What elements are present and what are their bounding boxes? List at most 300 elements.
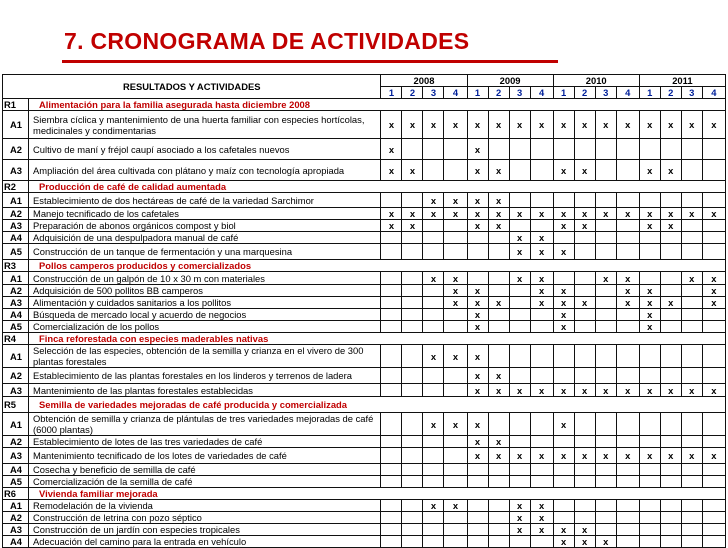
schedule-cell xyxy=(553,436,574,448)
activity-description: Preparación de abonos orgánicos compost y biol xyxy=(29,220,381,232)
schedule-cell xyxy=(381,193,402,208)
schedule-cell xyxy=(467,464,488,476)
schedule-mark: x xyxy=(467,448,488,464)
activity-row xyxy=(3,272,726,285)
schedule-cell xyxy=(509,160,530,181)
result-row xyxy=(3,333,726,345)
schedule-cell xyxy=(616,232,639,244)
schedule-mark: x xyxy=(530,111,553,139)
schedule-mark: x xyxy=(681,384,702,397)
schedule-mark: x xyxy=(530,272,553,285)
schedule-cell xyxy=(488,500,509,512)
schedule-cell xyxy=(402,384,423,397)
activity-description: Construcción de un tanque de fermentación y una marquesina xyxy=(29,244,381,260)
schedule-cell xyxy=(402,448,423,464)
schedule-cell xyxy=(381,285,402,297)
result-row xyxy=(3,397,726,413)
schedule-cell xyxy=(702,500,725,512)
schedule-cell xyxy=(595,297,616,309)
activity-row xyxy=(3,139,726,160)
schedule-mark: x xyxy=(467,285,488,297)
schedule-mark: x xyxy=(530,232,553,244)
schedule-cell xyxy=(702,232,725,244)
activity-row xyxy=(3,524,726,536)
schedule-cell xyxy=(639,193,660,208)
schedule-cell xyxy=(402,524,423,536)
schedule-mark: x xyxy=(381,160,402,181)
result-code: R3 xyxy=(3,260,29,272)
schedule-cell xyxy=(488,139,509,160)
quarter-header: 1 xyxy=(381,87,402,99)
schedule-cell xyxy=(444,464,467,476)
schedule-mark: x xyxy=(402,160,423,181)
schedule-mark: x xyxy=(595,536,616,548)
activity-code: A3 xyxy=(3,220,29,232)
quarter-header: 2 xyxy=(574,87,595,99)
schedule-body xyxy=(3,75,726,548)
schedule-cell xyxy=(616,413,639,436)
activity-code: A3 xyxy=(3,160,29,181)
schedule-mark: x xyxy=(509,208,530,220)
schedule-cell xyxy=(530,193,553,208)
schedule-cell xyxy=(702,464,725,476)
schedule-cell xyxy=(381,232,402,244)
schedule-mark: x xyxy=(639,384,660,397)
schedule-mark: x xyxy=(595,448,616,464)
schedule-mark: x xyxy=(488,220,509,232)
activity-description: Manejo tecnificado de los cafetales xyxy=(29,208,381,220)
schedule-cell xyxy=(381,368,402,384)
schedule-cell xyxy=(444,309,467,321)
schedule-mark: x xyxy=(467,384,488,397)
schedule-cell xyxy=(574,232,595,244)
activity-code: A2 xyxy=(3,208,29,220)
schedule-cell xyxy=(402,436,423,448)
schedule-cell xyxy=(444,244,467,260)
schedule-mark: x xyxy=(530,500,553,512)
activity-code: A4 xyxy=(3,536,29,548)
schedule-mark: x xyxy=(444,111,467,139)
schedule-mark: x xyxy=(530,512,553,524)
schedule-mark: x xyxy=(639,208,660,220)
schedule-cell xyxy=(553,272,574,285)
activity-row xyxy=(3,413,726,436)
schedule-mark: x xyxy=(616,297,639,309)
schedule-cell xyxy=(660,524,681,536)
activity-description: Construcción de un jardín con especies tropicales xyxy=(29,524,381,536)
schedule-cell xyxy=(595,500,616,512)
schedule-cell xyxy=(553,193,574,208)
schedule-cell xyxy=(530,321,553,333)
schedule-cell xyxy=(639,345,660,368)
schedule-cell xyxy=(574,272,595,285)
schedule-cell xyxy=(530,160,553,181)
schedule-mark: x xyxy=(553,285,574,297)
activity-code: A3 xyxy=(3,384,29,397)
schedule-cell xyxy=(530,345,553,368)
schedule-mark: x xyxy=(488,436,509,448)
schedule-cell xyxy=(402,321,423,333)
schedule-mark: x xyxy=(423,345,444,368)
activity-code: A1 xyxy=(3,345,29,368)
schedule-cell xyxy=(660,285,681,297)
schedule-mark: x xyxy=(595,384,616,397)
schedule-mark: x xyxy=(467,220,488,232)
schedule-cell xyxy=(467,476,488,488)
schedule-mark: x xyxy=(681,448,702,464)
activity-description: Obtención de semilla y crianza de plántulas de tres variedades mejoradas de café (6000 plantas) xyxy=(29,413,381,436)
schedule-cell xyxy=(444,139,467,160)
schedule-mark: x xyxy=(660,448,681,464)
schedule-mark: x xyxy=(509,384,530,397)
quarter-header: 3 xyxy=(595,87,616,99)
schedule-cell xyxy=(595,193,616,208)
schedule-cell xyxy=(402,345,423,368)
schedule-cell xyxy=(616,500,639,512)
schedule-cell xyxy=(402,413,423,436)
quarter-header: 1 xyxy=(639,87,660,99)
schedule-cell xyxy=(402,464,423,476)
schedule-cell xyxy=(402,244,423,260)
schedule-cell xyxy=(660,368,681,384)
schedule-cell xyxy=(467,512,488,524)
activity-code: A1 xyxy=(3,193,29,208)
schedule-mark: x xyxy=(444,297,467,309)
schedule-mark: x xyxy=(444,500,467,512)
schedule-cell xyxy=(681,345,702,368)
schedule-mark: x xyxy=(530,297,553,309)
schedule-cell xyxy=(681,476,702,488)
schedule-mark: x xyxy=(530,524,553,536)
schedule-mark: x xyxy=(509,111,530,139)
schedule-cell xyxy=(530,436,553,448)
result-code: R6 xyxy=(3,488,29,500)
schedule-mark: x xyxy=(509,232,530,244)
schedule-mark: x xyxy=(467,368,488,384)
schedule-mark: x xyxy=(639,111,660,139)
schedule-cell xyxy=(402,285,423,297)
quarter-header: 2 xyxy=(660,87,681,99)
schedule-mark: x xyxy=(444,272,467,285)
schedule-cell xyxy=(595,321,616,333)
schedule-cell xyxy=(530,476,553,488)
schedule-cell xyxy=(639,232,660,244)
schedule-cell xyxy=(530,309,553,321)
activity-code: A2 xyxy=(3,139,29,160)
schedule-cell xyxy=(402,232,423,244)
schedule-cell xyxy=(702,368,725,384)
schedule-mark: x xyxy=(553,448,574,464)
schedule-cell xyxy=(467,232,488,244)
quarter-header: 4 xyxy=(702,87,725,99)
schedule-mark: x xyxy=(488,384,509,397)
activity-description: Selección de las especies, obtención de la semilla y crianza en el vivero de 300 plantas forestales xyxy=(29,345,381,368)
quarter-header: 4 xyxy=(444,87,467,99)
result-row xyxy=(3,488,726,500)
schedule-cell xyxy=(488,413,509,436)
schedule-cell xyxy=(595,476,616,488)
schedule-mark: x xyxy=(553,220,574,232)
schedule-mark: x xyxy=(574,208,595,220)
schedule-cell xyxy=(639,524,660,536)
schedule-cell xyxy=(509,345,530,368)
quarter-header: 3 xyxy=(509,87,530,99)
schedule-mark: x xyxy=(444,413,467,436)
activity-description: Adquisición de una despulpadora manual de café xyxy=(29,232,381,244)
schedule-cell xyxy=(553,464,574,476)
schedule-cell xyxy=(553,512,574,524)
result-code: R4 xyxy=(3,333,29,345)
result-code: R5 xyxy=(3,397,29,413)
schedule-mark: x xyxy=(509,272,530,285)
schedule-cell xyxy=(639,464,660,476)
schedule-cell xyxy=(444,384,467,397)
schedule-cell xyxy=(467,500,488,512)
schedule-cell xyxy=(595,368,616,384)
schedule-mark: x xyxy=(553,160,574,181)
schedule-cell xyxy=(488,309,509,321)
schedule-cell xyxy=(444,368,467,384)
schedule-cell xyxy=(660,413,681,436)
schedule-cell xyxy=(402,272,423,285)
schedule-cell xyxy=(402,309,423,321)
result-title: Semilla de variedades mejoradas de café producida y comercializada xyxy=(29,397,726,413)
schedule-mark: x xyxy=(509,448,530,464)
schedule-mark: x xyxy=(660,111,681,139)
schedule-cell xyxy=(423,321,444,333)
activity-description: Adecuación del camino para la entrada en vehículo xyxy=(29,536,381,548)
schedule-mark: x xyxy=(616,272,639,285)
schedule-cell xyxy=(381,512,402,524)
schedule-cell xyxy=(702,309,725,321)
schedule-cell xyxy=(660,193,681,208)
schedule-cell xyxy=(702,524,725,536)
schedule-mark: x xyxy=(423,272,444,285)
activity-code: A5 xyxy=(3,476,29,488)
schedule-cell xyxy=(423,232,444,244)
activity-description: Ampliación del área cultivada con plátano y maíz con tecnología apropiada xyxy=(29,160,381,181)
schedule-cell xyxy=(639,512,660,524)
schedule-cell xyxy=(660,272,681,285)
schedule-cell xyxy=(681,244,702,260)
quarter-header: 4 xyxy=(530,87,553,99)
activity-row xyxy=(3,309,726,321)
schedule-cell xyxy=(616,160,639,181)
schedule-cell xyxy=(660,476,681,488)
schedule-cell xyxy=(381,345,402,368)
schedule-mark: x xyxy=(402,220,423,232)
schedule-cell xyxy=(639,436,660,448)
schedule-cell xyxy=(595,232,616,244)
activity-code: A4 xyxy=(3,464,29,476)
schedule-cell xyxy=(381,272,402,285)
schedule-cell xyxy=(444,160,467,181)
schedule-mark: x xyxy=(467,309,488,321)
schedule-cell xyxy=(381,436,402,448)
schedule-cell xyxy=(574,413,595,436)
schedule-cell xyxy=(595,464,616,476)
schedule-mark: x xyxy=(381,139,402,160)
schedule-mark: x xyxy=(702,285,725,297)
schedule-mark: x xyxy=(595,272,616,285)
schedule-cell xyxy=(660,244,681,260)
schedule-cell xyxy=(444,436,467,448)
schedule-cell xyxy=(681,309,702,321)
activity-schedule-table xyxy=(2,74,726,548)
year-header: 2011 xyxy=(639,75,725,87)
activity-row xyxy=(3,345,726,368)
schedule-cell xyxy=(702,413,725,436)
schedule-mark: x xyxy=(488,193,509,208)
schedule-cell xyxy=(681,464,702,476)
activity-row xyxy=(3,220,726,232)
activity-description: Cosecha y beneficio de semilla de café xyxy=(29,464,381,476)
schedule-cell xyxy=(616,512,639,524)
schedule-cell xyxy=(423,512,444,524)
schedule-cell xyxy=(681,139,702,160)
schedule-cell xyxy=(660,321,681,333)
schedule-cell xyxy=(595,220,616,232)
schedule-mark: x xyxy=(530,384,553,397)
schedule-cell xyxy=(488,345,509,368)
activity-description: Adquisición de 500 pollitos BB camperos xyxy=(29,285,381,297)
schedule-cell xyxy=(509,220,530,232)
schedule-mark: x xyxy=(488,368,509,384)
activity-code: A2 xyxy=(3,285,29,297)
schedule-cell xyxy=(509,321,530,333)
schedule-cell xyxy=(595,436,616,448)
result-title: Vivienda familiar mejorada xyxy=(29,488,726,500)
result-row xyxy=(3,181,726,193)
activity-description: Comercialización de la semilla de café xyxy=(29,476,381,488)
schedule-cell xyxy=(702,244,725,260)
activity-row xyxy=(3,368,726,384)
schedule-cell xyxy=(574,512,595,524)
schedule-cell xyxy=(574,476,595,488)
schedule-cell xyxy=(553,345,574,368)
schedule-mark: x xyxy=(553,309,574,321)
schedule-cell xyxy=(381,476,402,488)
schedule-cell xyxy=(381,244,402,260)
schedule-mark: x xyxy=(574,536,595,548)
schedule-mark: x xyxy=(488,111,509,139)
schedule-cell xyxy=(530,464,553,476)
activity-description: Construcción de letrina con pozo séptico xyxy=(29,512,381,524)
schedule-mark: x xyxy=(616,208,639,220)
schedule-cell xyxy=(530,368,553,384)
schedule-cell xyxy=(381,500,402,512)
schedule-mark: x xyxy=(423,111,444,139)
activity-row xyxy=(3,512,726,524)
schedule-cell xyxy=(488,244,509,260)
schedule-cell xyxy=(702,321,725,333)
schedule-cell xyxy=(553,232,574,244)
schedule-cell xyxy=(616,436,639,448)
activity-row xyxy=(3,208,726,220)
schedule-cell xyxy=(574,285,595,297)
activity-code: A3 xyxy=(3,448,29,464)
schedule-cell xyxy=(530,220,553,232)
schedule-mark: x xyxy=(639,448,660,464)
schedule-mark: x xyxy=(444,208,467,220)
schedule-mark: x xyxy=(660,297,681,309)
schedule-cell xyxy=(595,160,616,181)
schedule-mark: x xyxy=(509,524,530,536)
activity-code: A1 xyxy=(3,500,29,512)
schedule-cell xyxy=(574,436,595,448)
activity-code: A3 xyxy=(3,524,29,536)
schedule-cell xyxy=(616,321,639,333)
schedule-cell xyxy=(702,436,725,448)
schedule-mark: x xyxy=(444,345,467,368)
schedule-mark: x xyxy=(702,272,725,285)
activity-code: A1 xyxy=(3,272,29,285)
schedule-mark: x xyxy=(574,524,595,536)
activity-code: A5 xyxy=(3,244,29,260)
activity-row xyxy=(3,111,726,139)
schedule-cell xyxy=(553,476,574,488)
schedule-mark: x xyxy=(574,160,595,181)
schedule-cell xyxy=(488,272,509,285)
activity-description: Siembra cíclica y mantenimiento de una huerta familiar con especies hortícolas, medicinales y condimentarias xyxy=(29,111,381,139)
schedule-cell xyxy=(488,232,509,244)
schedule-cell xyxy=(381,448,402,464)
schedule-mark: x xyxy=(467,413,488,436)
schedule-cell xyxy=(616,464,639,476)
schedule-mark: x xyxy=(423,193,444,208)
activity-description: Remodelación de la vivienda xyxy=(29,500,381,512)
activity-row xyxy=(3,232,726,244)
schedule-cell xyxy=(553,139,574,160)
schedule-cell xyxy=(702,476,725,488)
schedule-cell xyxy=(530,413,553,436)
schedule-mark: x xyxy=(423,500,444,512)
schedule-mark: x xyxy=(381,220,402,232)
activity-code: A4 xyxy=(3,232,29,244)
result-title: Producción de café de calidad aumentada xyxy=(29,181,726,193)
schedule-cell xyxy=(381,413,402,436)
schedule-cell xyxy=(639,139,660,160)
schedule-mark: x xyxy=(509,512,530,524)
schedule-mark: x xyxy=(423,413,444,436)
schedule-mark: x xyxy=(553,413,574,436)
activity-row xyxy=(3,321,726,333)
schedule-cell xyxy=(681,160,702,181)
schedule-cell xyxy=(616,345,639,368)
schedule-cell xyxy=(660,345,681,368)
schedule-mark: x xyxy=(595,111,616,139)
schedule-cell xyxy=(616,220,639,232)
schedule-mark: x xyxy=(702,384,725,397)
schedule-cell xyxy=(702,220,725,232)
schedule-cell xyxy=(660,500,681,512)
schedule-cell xyxy=(660,464,681,476)
schedule-mark: x xyxy=(616,285,639,297)
result-code: R1 xyxy=(3,99,29,111)
schedule-cell xyxy=(381,464,402,476)
schedule-mark: x xyxy=(553,536,574,548)
schedule-cell xyxy=(574,309,595,321)
activity-description: Mantenimiento tecnificado de los lotes de variedades de café xyxy=(29,448,381,464)
schedule-mark: x xyxy=(574,448,595,464)
schedule-cell xyxy=(639,476,660,488)
schedule-cell xyxy=(381,297,402,309)
schedule-cell xyxy=(509,139,530,160)
result-title: Pollos camperos producidos y comercializados xyxy=(29,260,726,272)
schedule-cell xyxy=(616,368,639,384)
schedule-cell xyxy=(660,512,681,524)
schedule-cell xyxy=(423,285,444,297)
